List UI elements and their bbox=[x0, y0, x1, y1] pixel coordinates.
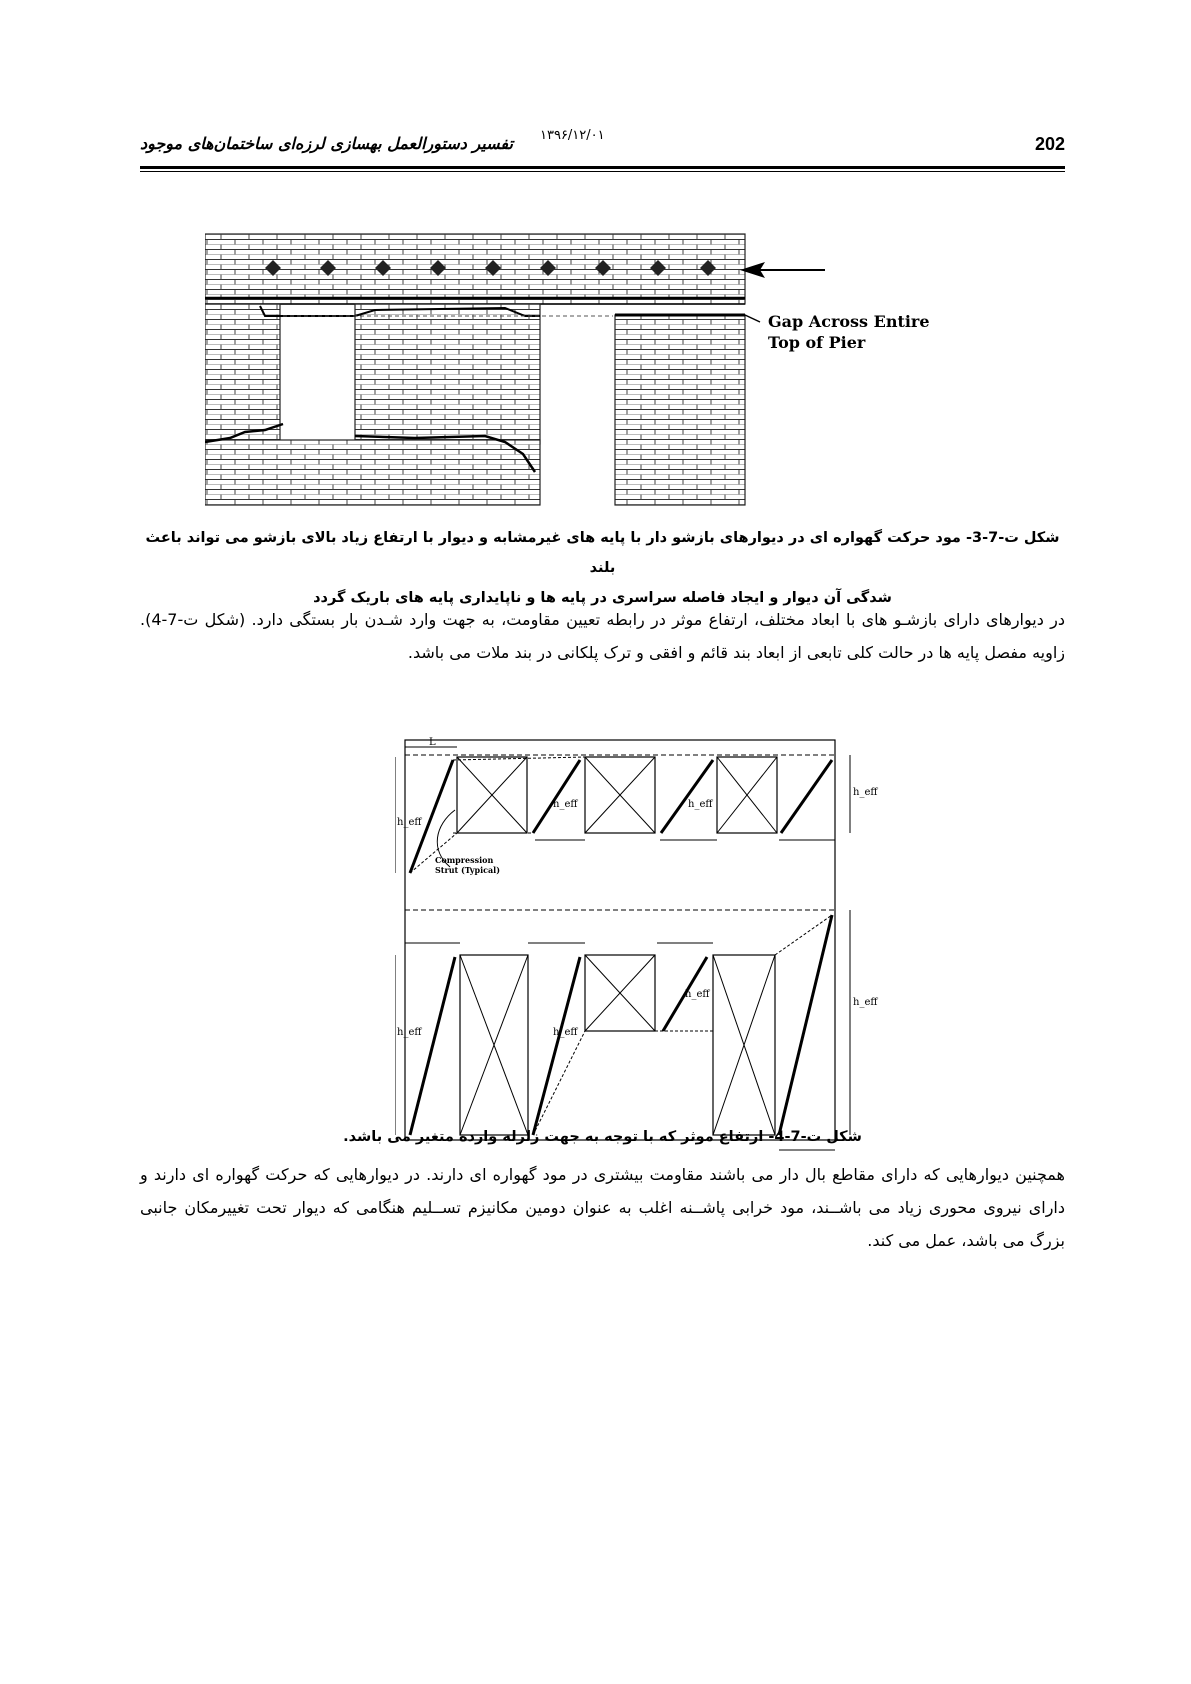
header-date: ۱۳۹۶/۱۲/۰۱ bbox=[540, 128, 605, 143]
figure2-caption: شکل ت-7-4- ارتفاع موثر که با توجه به جهت زلزله وارده متغیر می باشد. bbox=[343, 1129, 862, 1145]
opening-left bbox=[283, 320, 353, 438]
gap-label-line1: Gap Across Entire bbox=[768, 312, 930, 331]
figure-effective-height bbox=[395, 735, 910, 1175]
figure1-caption-line1: شکل ت-7-3- مود حرکت گهواره ای در دیوارهای بازشو دار با پایه های غیرمشابه و دیوار با ارتفاع زیاد بالای بازشو می تواند باعث بلند bbox=[145, 530, 1060, 576]
figure1-caption-line2: شدگی آن دیوار و ایجاد فاصله سراسری در پایه ها و ناپایداری پایه های باریک گردد bbox=[313, 590, 892, 606]
dim-label-heff-right-bottom: h_eff bbox=[853, 997, 878, 1008]
lower-wall bbox=[205, 440, 540, 505]
paragraph-2: همچنین دیوارهایی که دارای مقاطع بال دار می باشند مقاومت بیشتری در مود گهواره ای دارند. در دیوارهایی که حرکت گهواره ای دارند و دارای نیروی محوری زیاد می باشــند، مود خرابی پاشــنه اغلب به عنوان دومین مکانیزم تســلیم هنگامی که دیوار تحت تغییرمکان جانبی بزرگ می باشد، عمل می کند. bbox=[140, 1165, 1065, 1250]
left-pier bbox=[205, 304, 280, 444]
header-rule-thin bbox=[140, 171, 1065, 172]
strut-label-line2: Strut (Typical) bbox=[435, 865, 501, 875]
dim-label-heff-right-top: h_eff bbox=[853, 787, 878, 798]
middle-pier bbox=[355, 304, 540, 444]
figure1-caption bbox=[140, 523, 1065, 613]
strut-label-line1: Compression bbox=[435, 855, 494, 865]
gap-label-line2: Top of Pier bbox=[768, 333, 866, 352]
dim-label-l-top: L bbox=[429, 737, 436, 748]
page-number: 202 bbox=[1034, 134, 1065, 154]
dim-label-heff-mid2: h_eff bbox=[688, 799, 713, 810]
paragraph-1: در دیوارهای دارای بازشـو های با ابعاد مختلف، ارتفاع موثر در رابطه تعیین مقاومت، به جهت وارد شـدن بار بستگی دارد. (شکل ت-7-4). زاویه مفصل پایه ها در حالت کلی تابعی از ابعاد بند قائم و افقی و ترک پلکانی در بند ملات می باشد. bbox=[140, 610, 1065, 662]
dim-label-heff-left-top: h_eff bbox=[397, 817, 422, 828]
dim-label-heff-left-bottom: h_eff bbox=[397, 1027, 422, 1038]
book-title: تفسیر دستورالعمل بهسازی لرزه‌ای ساختمان‌های موجود bbox=[140, 134, 513, 153]
right-pier bbox=[615, 315, 745, 505]
page-header bbox=[140, 124, 1065, 164]
dim-label-heff-mid: h_eff bbox=[553, 799, 578, 810]
opening-right bbox=[543, 320, 613, 505]
dim-label-heff-bottom-mid2: h_eff bbox=[685, 989, 710, 1000]
header-rule-thick bbox=[140, 166, 1065, 169]
figure-rocking-wall bbox=[205, 210, 1020, 540]
dim-label-heff-bottom-mid: h_eff bbox=[553, 1027, 578, 1038]
